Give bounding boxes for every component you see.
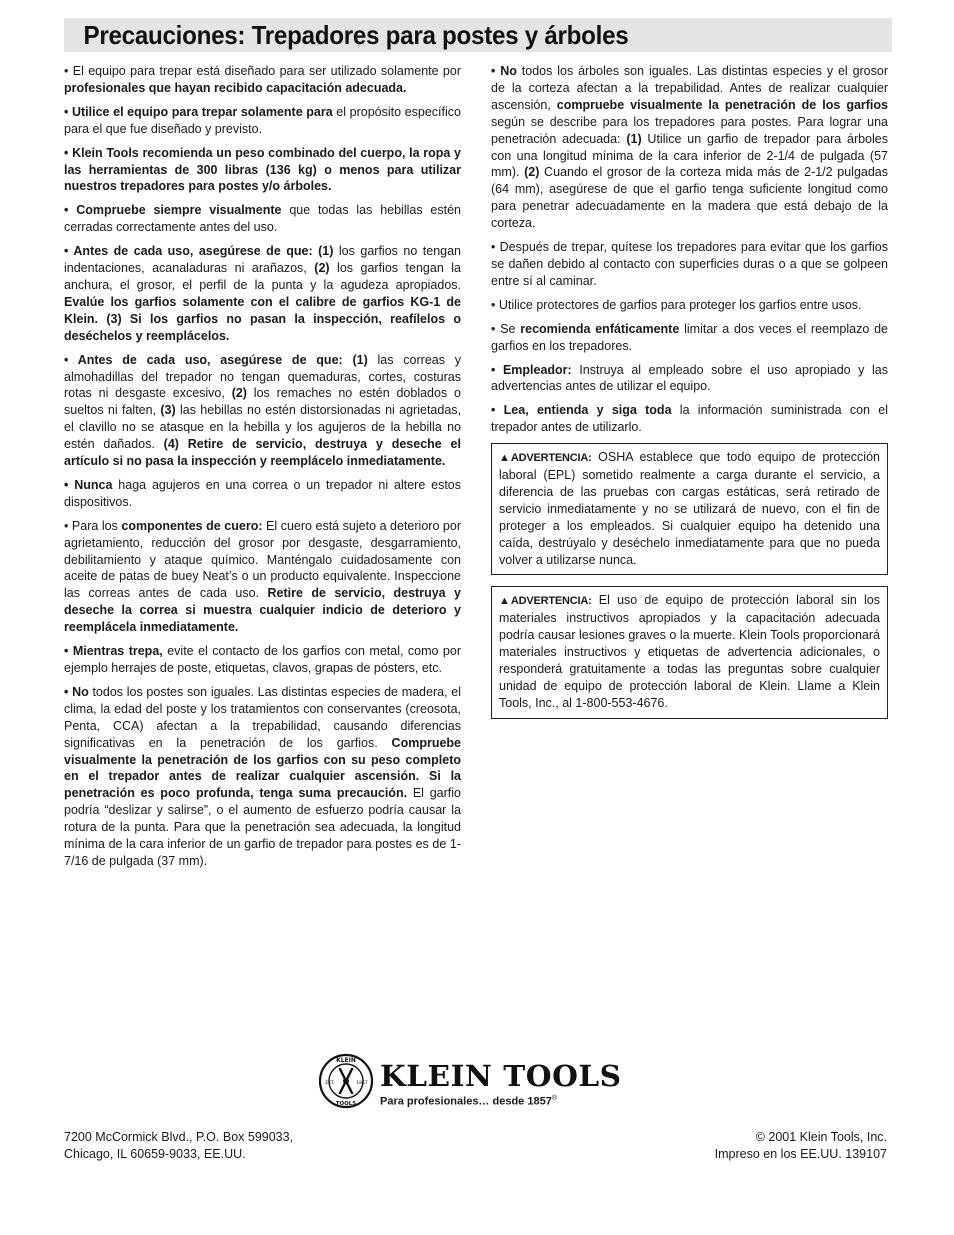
text: Utilice un garfio de trepador para árboles con una longitud mínima de la cara inferior de 2-1/4 de pulgada (57 mm). [491,131,888,180]
text: haga agujeros en una correa o un trepador ni altere estos dispositivos. [64,477,461,509]
title-bar [64,18,892,52]
klein-tools-logo [318,1053,628,1115]
bold-text: Retire de servicio, destruya y deseche la correa si muestra cualquier indicio de deterioro y reemplácela inmediatamente. [64,586,461,635]
text: Instruya al empleado sobre el uso apropiado y las advertencias antes de utilizar el equipo. [491,362,888,394]
svg-text:1857: 1857 [356,1081,368,1086]
svg-text:EST.: EST. [325,1081,335,1086]
text: todos los postes son iguales. Las distintas especies de madera, el clima, la edad del poste y los tratamientos con conservantes (creosota, Penta, CCA) afectan a la trepabilidad, causando diferencias significativas en la penetración de los garfios. [64,684,461,750]
text: que todas las hebillas estén cerradas correctamente antes del uso. [64,203,461,235]
warning-triangle-icon: ▲ [499,452,510,465]
bold-text: (1) [626,131,642,146]
bullet-paragraph [64,202,461,236]
page-title: Precauciones: Trepadores para postes y árboles [83,20,629,50]
bullet-paragraph [491,321,888,355]
text: evite el contacto de los garfios con metal, como por ejemplo herrajes de poste, etiquetas, clavos, grapas de pósters, etc. [64,644,462,675]
text: según se describe para los trepadores para postes. Para lograr una penetración adecuada: [491,114,888,146]
text: El cuero está sujeto a deterioro por agrietamiento, reducción del grosor por desgaste, desgarramiento, debilitamiento y ataque químico. Manténgalo cuidadosamente con aceite de patas de buey Neat’s o un producto equivalente. Inspeccione las correas antes de cada uso. [64,518,461,601]
address [64,1129,293,1162]
warning-label: ADVERTENCIA: [510,595,592,608]
warning-text: OSHA establece que todo equipo de protección laboral (EPL) sometido realmente a carga durante el servicio, a diferencia de las pruebas con cargas estáticas, será retirado de servicio inmediatamente y no se utilizará de nuevo, con el fin de proteger a los empleados. Si cualquier equipo ha detenido una caída, destrúyalo y deséchelo inmediatamente para que no pueda volver a utilizarse nunca. [499,450,880,567]
warning-box [491,443,888,575]
text: los garfios no tengan indentaciones, acanaladuras ni arañazos, [64,244,462,276]
bullet-paragraph [491,63,888,232]
text: Cuando el grosor de la corteza mida más de 2-1/2 pulgadas (64 mm), asegúrese de que el garfio tenga suficiente longitud como para penetrar adecuadamente en la madera que está debajo de la corteza. [491,165,888,231]
right-column [491,63,888,730]
bold-text: • Utilice el equipo para trepar solamente para [64,104,333,119]
bold-text: • Compruebe siempre visualmente [64,203,282,218]
bold-text: componentes de cuero: [121,518,263,533]
text: las hebillas no estén distorsionadas ni agrietadas, el clavillo no se atasque en la hebilla y los agujeros de la hebilla no estén dañados. [64,403,461,452]
bullet-paragraph [64,63,461,97]
text: limitar a dos veces el reemplazo de garfios en los trepadores. [491,321,888,353]
bold-text: • Mientras trepa, [64,644,163,659]
warning-text: El uso de equipo de protección laboral sin los materiales instructivos apropiados y la capacitación adecuada podría causar lesiones graves o la muerte. Klein Tools proporcionará materiales instructivos y etiquetas de advertencia adicionales, o responderá gratuitamente a todas las preguntas sobre cualquier unidad de equipo de protección laboral de Klein. Llame a Klein Tools, Inc., al 1-800-553-4676. [499,593,880,710]
bold-text: recomienda enfáticamente [520,321,680,336]
text: El garfio podría “deslizar y salirse”, o el aumento de esfuerzo podría causar la rotura de la punta. Para que la penetración sea adecuada, la longitud mínima de la cara inferior de un garfio de trepador para postes es de 1-7/16 de pulgada (37 mm). [64,786,461,868]
text: • Después de trepar, quítese los trepadores para evitar que los garfios se dañen debido al contacto con superficies duras o a que se golpeen entre sí al caminar. [491,240,888,288]
bold-text: (2) [231,386,247,401]
bullet-paragraph [64,104,461,138]
bullet-paragraph [64,145,461,196]
bold-text: (2) [524,165,540,180]
bullet-paragraph [491,362,888,396]
copyright: © 2001 Klein Tools, Inc. [755,1130,887,1144]
text: todos los árboles son iguales. Las distintas especies y el grosor de la corteza afectan a la trepabilidad. Antes de realizar cualquier ascensión, [491,64,888,112]
bold-text: (3) [160,403,176,418]
text: los garfios tengan la anchura, el grosor, el perfil de la punta y la agudeza apropiados. [64,261,461,292]
address-line: Chicago, IL 60659-9033, EE.UU. [64,1146,246,1161]
bold-text: • Lea, entienda y siga toda [491,403,672,418]
bullet-paragraph [491,239,888,290]
bold-text: (4) Retire de servicio, destruya y deseche el artículo si no pasa la inspección y reemplácelo inmediatamente. [64,437,461,469]
bullet-paragraph [64,243,461,344]
bold-text: profesionales que hayan recibido capacitación adecuada. [64,80,407,95]
bold-text: Evalúe los garfios solamente con el calibre de garfios KG-1 de Klein. (3) Si los garfios no pasan la inspección, reafílelos o deséchelos y reemplácelos. [64,294,461,343]
bullet-paragraph [64,518,461,636]
bold-text: • Antes de cada uso, asegúrese de que: (1) [64,352,368,367]
address-line: 7200 McCormick Blvd., P.O. Box 599033, [64,1130,294,1144]
bold-text: • No [491,64,517,78]
bold-text: • Klein Tools recomienda un peso combinado del cuerpo, la ropa y las herramientas de 300 libras (136 kg) o menos para utilizar nuestros trepadores para postes y/o árboles. [64,145,461,194]
brand-tagline: Para profesionales… desde 1857® [380,1095,557,1108]
text: • Se [491,321,521,336]
svg-text:TOOLS: TOOLS [335,1101,357,1107]
bullet-paragraph [64,684,461,870]
text: las correas y almohadillas del trepador no tengan quemaduras, cortes, costuras rotas ni desgaste excesivo, [64,352,461,401]
bold-text: (2) [314,261,330,276]
bullet-paragraph [491,297,888,314]
bullet-paragraph [64,643,461,677]
left-column [64,63,461,877]
copyright-block [715,1129,887,1162]
bullet-paragraph [64,477,461,511]
klein-seal-icon [318,1053,374,1109]
brand-name: KLEIN TOOLS [380,1059,622,1093]
warning-label: ADVERTENCIA: [510,452,592,465]
text: • El equipo para trepar está diseñado para ser utilizado solamente por [64,64,461,78]
bold-text: compruebe visualmente la penetración de los garfios [556,97,888,112]
text: la información suministrada con el trepador antes de utilizarlo. [491,403,888,435]
warning-triangle-icon: ▲ [499,595,510,608]
right-column-items [491,63,888,436]
text: • Utilice protectores de garfios para proteger los garfios entre usos. [491,297,862,312]
svg-text:KLEIN: KLEIN [336,1057,356,1064]
bold-text: Compruebe visualmente la penetración de los garfios con su peso completo en el trepador antes de realizar cualquier ascensión. Si la penetración es poco profunda, tenga suma precaución. [64,735,461,801]
bold-text: • No [64,684,89,699]
bold-text: • Antes de cada uso, asegúrese de que: (1) [64,244,334,259]
bold-text: • Empleador: [491,362,572,377]
text: • Para los [64,518,122,533]
print-info: Impreso en los EE.UU. 139107 [714,1146,887,1161]
bold-text: • Nunca [64,477,113,492]
text: el propósito específico para el que fue diseñado y previsto. [64,104,461,136]
text: los remaches no estén doblados o sueltos ni falten, [64,386,461,418]
bullet-paragraph [491,402,888,436]
warning-box [491,586,888,718]
bullet-paragraph [64,352,461,470]
